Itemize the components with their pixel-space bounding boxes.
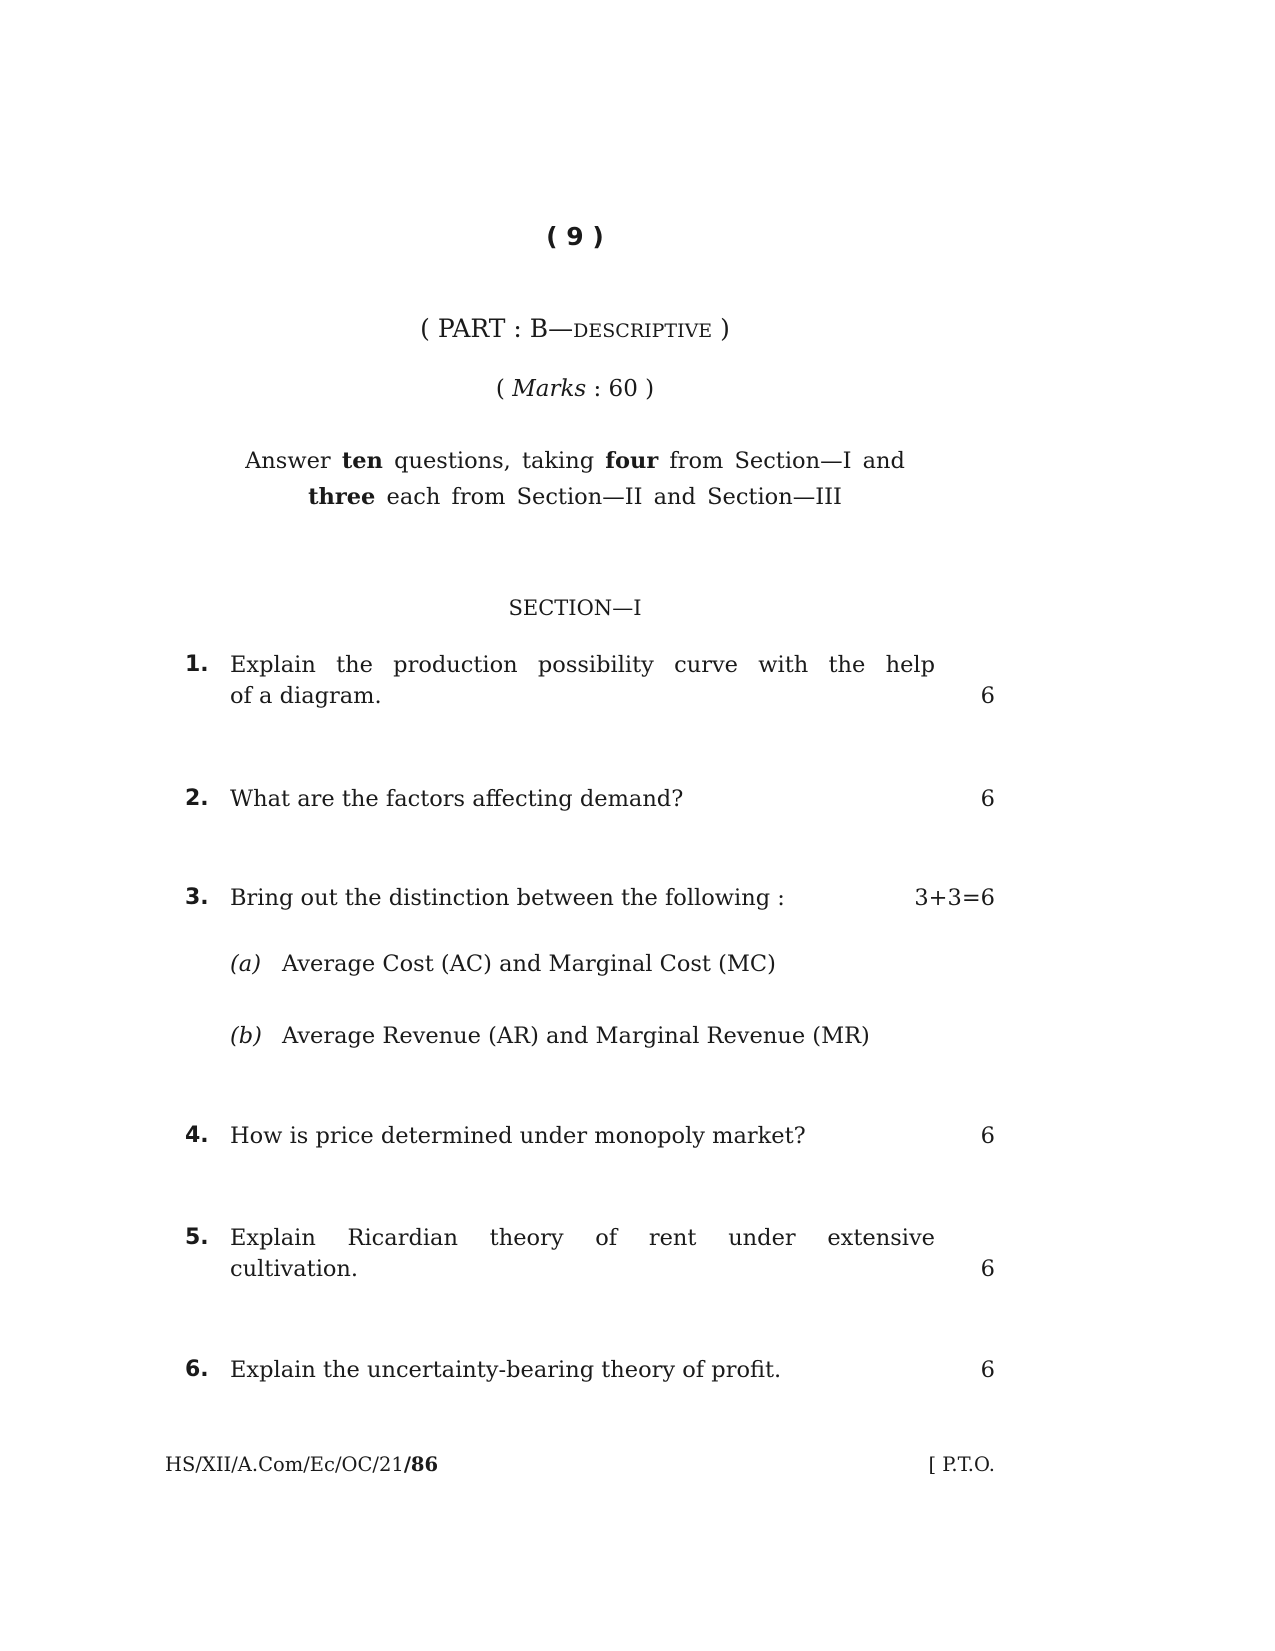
instr-bold-four: four — [605, 448, 659, 474]
paper-code-suffix: /86 — [403, 1453, 439, 1476]
marks-open: ( — [495, 376, 513, 402]
section-heading — [0, 596, 1150, 620]
question-number: 2. — [185, 786, 209, 811]
subpart-text: Average Revenue (AR) and Marginal Revenue (MR) — [282, 1023, 870, 1049]
marks-value: : 60 ) — [586, 376, 655, 402]
page-number: ( 9 ) — [546, 222, 604, 251]
descriptive-word: DESCRIPTIVE — [573, 320, 713, 342]
part-sep: : B— — [505, 314, 574, 343]
instr-text: Answer — [245, 448, 342, 474]
question-text: Explain the production possibility curve with the help — [230, 652, 935, 678]
subpart-label: (b) — [230, 1023, 262, 1049]
question-marks: 3+3=6 — [914, 885, 995, 911]
question-text: Bring out the distinction between the following : — [230, 885, 785, 911]
instr-bold-three: three — [308, 484, 376, 510]
paper-code-prefix: HS/XII/A.Com/Ec/OC/21 — [165, 1453, 404, 1476]
question-number: 6. — [185, 1357, 209, 1382]
question-number: 4. — [185, 1123, 209, 1148]
instr-text: each from Section—II and Section—III — [375, 484, 842, 510]
subpart-text: Average Cost (AC) and Marginal Cost (MC) — [282, 951, 776, 977]
question-text: cultivation. — [230, 1256, 359, 1282]
pto-note: [ P.T.O. — [928, 1453, 995, 1476]
marks-label: Marks — [512, 376, 587, 402]
question-marks: 6 — [980, 1123, 995, 1149]
question-text: Explain the uncertainty-bearing theory of profit. — [230, 1357, 782, 1383]
question-text: Explain Ricardian theory of rent under extensive — [230, 1225, 935, 1251]
section-suffix: —I — [612, 596, 642, 620]
instr-bold-ten: ten — [341, 448, 383, 474]
part-word: PART — [437, 314, 506, 343]
question-marks: 6 — [980, 1256, 995, 1282]
question-marks: 6 — [980, 786, 995, 812]
question-text: of a diagram. — [230, 683, 382, 709]
instructions-line-2 — [0, 484, 1150, 510]
question-number: 3. — [185, 885, 209, 910]
paper-code — [165, 1453, 438, 1476]
total-marks — [0, 376, 1150, 402]
part-open: ( — [420, 314, 438, 343]
subpart-label: (a) — [230, 951, 261, 977]
question-number: 1. — [185, 652, 209, 677]
instructions-line-1 — [0, 448, 1150, 474]
section-word: SECTION — [508, 596, 613, 620]
question-marks: 6 — [980, 683, 995, 709]
question-number: 5. — [185, 1225, 209, 1250]
part-heading — [0, 314, 1150, 343]
part-close: ) — [712, 314, 730, 343]
question-marks: 6 — [980, 1357, 995, 1383]
question-text: How is price determined under monopoly market? — [230, 1123, 806, 1149]
instr-text: questions, taking — [382, 448, 606, 474]
instr-text: from Section—I and — [658, 448, 905, 474]
question-text: What are the factors affecting demand? — [230, 786, 684, 812]
